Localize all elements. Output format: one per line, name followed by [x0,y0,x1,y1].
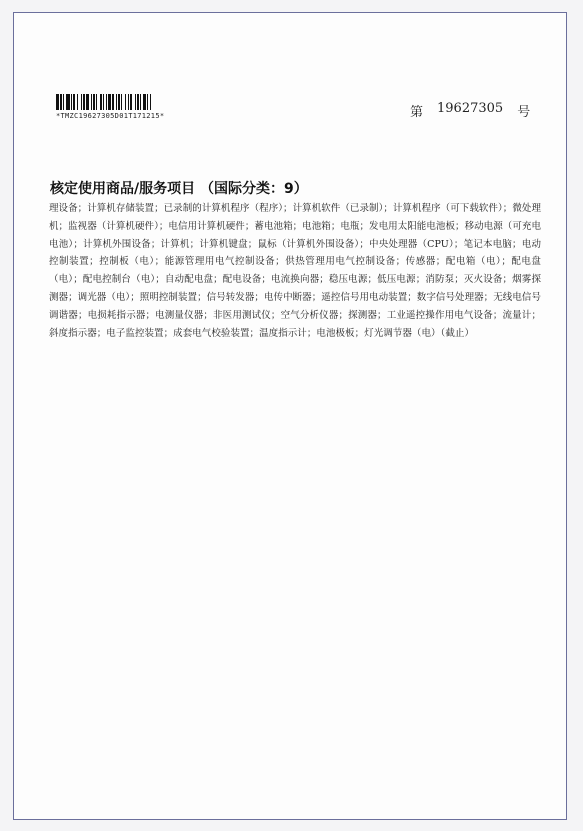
goods-services-list: 理设备；计算机存储装置；已录制的计算机程序（程序）；计算机软件（已录制）；计算机程序（可下载软件）；微处理机；监视器（计算机硬件）；电信用计算机硬件；蓄电池箱；电池箱；电瓶；发电用太阳能电池板；移动电源（可充电电池）；计算机外围设备；计算机；计算机键盘；鼠标（计算机外围设备）；中央处理器（CPU）；笔记本电脑；电动控制装置；控制板（电）；能源管理用电气控制设备；供热管理用电气控制设备；传感器；配电箱（电）；配电盘（电）；配电控制台（电）；自动配电盘；配电设备；电流换向器；稳压电源；低压电源；消防泵；灭火设备；烟雾探测器；调光器（电）；照明控制装置；信号转发器；电传中断器；遥控信号用电动装置；数字信号处理器；无线电信号调谐器；电损耗指示器；电测量仪器；非医用测试仪；空气分析仪器；探测器；工业遥控操作用电气设备；流量计；斜度指示器；电子监控装置；成套电气校验装置；温度指示计；电池极板；灯光调节器（电）（截止） [49,203,541,339]
barcode-image [56,94,206,110]
page-title: 核定使用商品/服务项目 （国际分类：9） [50,181,308,197]
registration-prefix: 第 [410,105,424,120]
barcode-caption: *TMZC19627305D01T171215* [56,112,165,120]
certificate-page [13,12,567,820]
barcode [56,94,206,120]
registration-number [410,101,530,120]
registration-suffix: 号 [517,105,531,120]
registration-number-value: 19627305 [437,101,504,116]
